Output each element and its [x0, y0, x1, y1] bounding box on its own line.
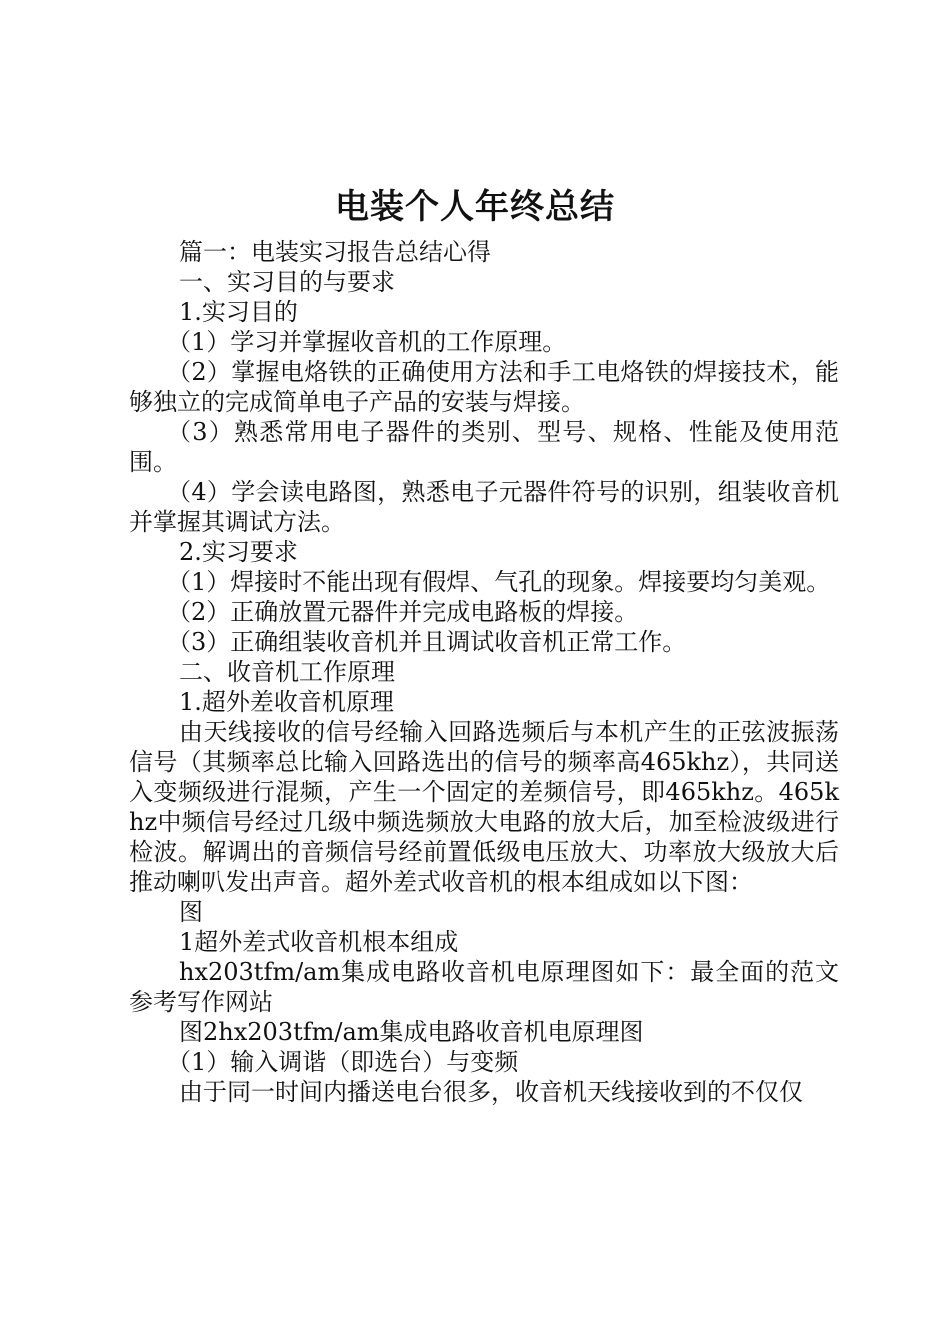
paragraph: hx203tfm/am集成电路收音机电原理图如下：最全面的范文参考写作网站	[129, 958, 839, 1016]
paragraph: 1.超外差收音机原理	[179, 688, 394, 716]
paragraph: （1）输入调谐（即选台）与变频	[167, 1048, 519, 1076]
paragraph: 由于同一时间内播送电台很多，收音机天线接收到的不仅仅	[179, 1078, 803, 1106]
paragraph: 1.实习目的	[179, 298, 298, 326]
paragraph: （1）学习并掌握收音机的工作原理。	[167, 328, 567, 356]
paragraph: 图	[179, 898, 203, 926]
document-body	[129, 237, 839, 1107]
paragraph: 二、收音机工作原理	[179, 658, 395, 686]
paragraph: 一、实习目的与要求	[179, 268, 395, 296]
document-title: 电装个人年终总结	[335, 187, 615, 227]
paragraph: （1）焊接时不能出现有假焊、气孔的现象。焊接要均匀美观。	[167, 568, 831, 596]
paragraph: （3）正确组装收音机并且调试收音机正常工作。	[167, 628, 687, 656]
paragraph: 篇一：电装实习报告总结心得	[179, 238, 491, 266]
paragraph: （2）正确放置元器件并完成电路板的焊接。	[167, 598, 639, 626]
paragraph: 图2hx203tfm/am集成电路收音机电原理图	[179, 1018, 644, 1046]
paragraph: 2.实习要求	[179, 538, 298, 566]
paragraph: （3）熟悉常用电子器件的类别、型号、规格、性能及使用范围。	[129, 418, 839, 476]
paragraph: 1超外差式收音机根本组成	[179, 928, 459, 956]
paragraph: （4）学会读电路图，熟悉电子元器件符号的识别，组装收音机并掌握其调试方法。	[129, 478, 839, 536]
paragraph: 由天线接收的信号经输入回路选频后与本机产生的正弦波振荡信号（其频率总比输入回路选出的信号的频率高465khz），共同送入变频级进行混频，产生一个固定的差频信号，即465khz。465khz中频信号经过几级中频选频放大电路的放大后，加至检波级进行检波。解调出的音频信号经前置低级电压放大、功率放大级放大后推动喇叭发出声音。超外差式收音机的根本组成如以下图：	[129, 718, 839, 896]
paragraph: （2）掌握电烙铁的正确使用方法和手工电烙铁的焊接技术，能够独立的完成简单电子产品的安装与焊接。	[129, 358, 839, 416]
